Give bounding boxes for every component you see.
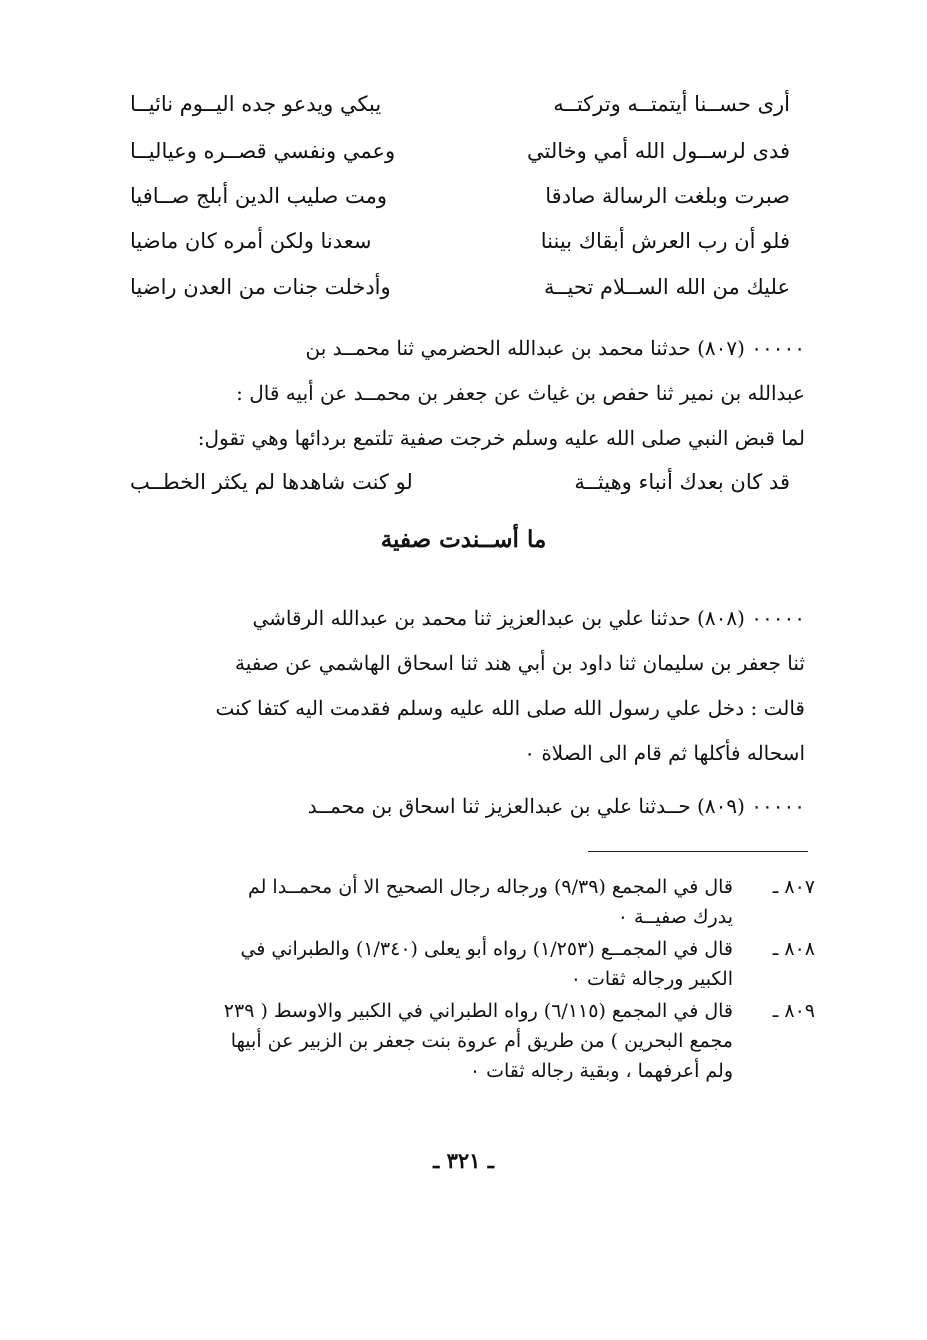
hadith-807 (105, 326, 805, 461)
verse-second-hemistich: لو كنت شاهدها لم يكثر الخطــب (130, 470, 413, 494)
verse-first-hemistich: عليك من الله الســلام تحيــة (543, 275, 790, 299)
hadith-line: ٠٠٠٠٠ (٨٠٧) حدثنا محمد بن عبدالله الحضرمي ثنا محمــد بن (305, 336, 805, 360)
footnote-line: الكبير ورجاله ثقات ٠ (570, 968, 733, 990)
footnote-808 (105, 934, 815, 994)
footnote-line: يدرك صفيــة ٠ (617, 906, 733, 928)
hadith-line: لما قبض النبي صلى الله عليه وسلم خرجت صفية تلتمع بردائها وهي تقول: (197, 426, 805, 450)
verse-second-hemistich: يبكي ويدعو جده اليــوم نائيــا (130, 92, 382, 116)
verse-first-hemistich: أرى حســنا أيتمتــه وتركتــه (553, 92, 790, 116)
poem-verse (100, 219, 800, 263)
section-heading: ما أســندت صفية (380, 526, 547, 553)
footnote-number: ٨٠٧ ـ (772, 876, 815, 898)
verse-first-hemistich: قد كان بعدك أنباء وهيثــة (574, 470, 790, 494)
footnote-807 (105, 872, 815, 932)
footnote-line: قال في المجمع (٩/٣٩) ورجاله رجال الصحيح الا أن محمــدا لم (247, 876, 733, 898)
poem-verse (100, 129, 800, 173)
hadith-809 (105, 784, 805, 829)
footnote-number: ٨٠٩ ـ (772, 1000, 815, 1022)
footnote-line: قال في المجمع (٦/١١٥) رواه الطبراني في الكبير والاوسط ( ٢٣٩ (223, 1000, 733, 1022)
footnote-line: مجمع البحرين ) من طريق أم عروة بنت جعفر بن الزبير عن أبيها (230, 1030, 733, 1052)
hadith-line: عبدالله بن نمير ثنا حفص بن غياث عن جعفر بن محمــد عن أبيه قال : (236, 381, 805, 405)
footnote-line: ولم أعرفهما ، وبقية رجاله ثقات ٠ (469, 1060, 733, 1082)
hadith-line: اسحاله فأكلها ثم قام الى الصلاة ٠ (524, 741, 805, 765)
poem-verse (100, 265, 800, 309)
hadith-807-verse (100, 460, 800, 504)
poem-verse (100, 82, 800, 126)
footnote-number: ٨٠٨ ـ (772, 938, 815, 960)
verse-first-hemistich: فدى لرســول الله أمي وخالتي (527, 139, 790, 163)
hadith-line: ثنا جعفر بن سليمان ثنا داود بن أبي هند ثنا اسحاق الهاشمي عن صفية (235, 651, 805, 675)
footnote-809 (105, 996, 815, 1086)
verse-first-hemistich: صبرت وبلغت الرسالة صادقا (545, 184, 790, 208)
footnote-divider (588, 851, 808, 852)
poem-verse (100, 174, 800, 218)
hadith-line: قالت : دخل علي رسول الله صلى الله عليه وسلم فقدمت اليه كتفا كنت (215, 696, 805, 720)
verse-first-hemistich: فلو أن رب العرش أبقاك بيننا (540, 229, 790, 253)
hadith-line: ٠٠٠٠٠ (٨٠٩) حــدثنا علي بن عبدالعزيز ثنا اسحاق بن محمــد (307, 794, 805, 818)
page-number: ـ ٣٢١ ـ (433, 1148, 494, 1173)
hadith-808 (105, 596, 805, 776)
verse-second-hemistich: ومت صليب الدين أبلج صــافيا (130, 184, 388, 208)
hadith-line: ٠٠٠٠٠ (٨٠٨) حدثنا علي بن عبدالعزيز ثنا محمد بن عبدالله الرقاشي (252, 606, 805, 630)
verse-second-hemistich: وعمي ونفسي قصــره وعياليــا (130, 139, 396, 163)
verse-second-hemistich: سعدنا ولكن أمره كان ماضيا (130, 229, 372, 253)
verse-second-hemistich: وأدخلت جنات من العدن راضيا (130, 275, 391, 299)
footnote-line: قال في المجمــع (١/٢٥٣) رواه أبو يعلى (١/٣٤٠) والطبراني في (240, 938, 733, 960)
